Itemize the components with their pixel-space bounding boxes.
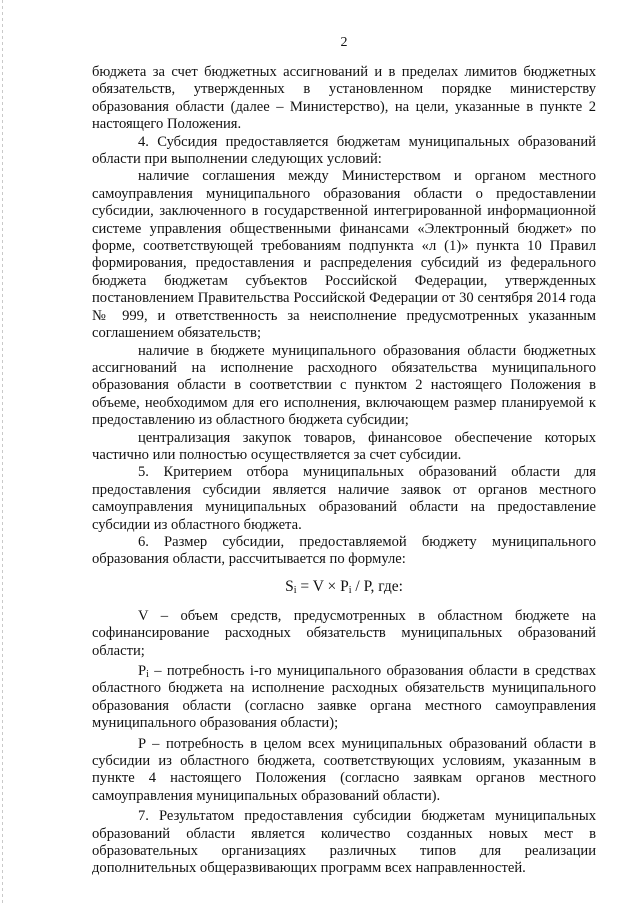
paragraph-clause-7: 7. Результатом предоставления субсидии бюджетам муниципальных образований области является количество созданных новых мест в образовательных организациях различных типов для реализации дополнительных общеразвивающих программ всех направленностей. xyxy=(92,808,596,877)
formula-rhs: / P, где: xyxy=(351,577,403,595)
scan-edge-line xyxy=(2,0,3,905)
definition-pi-symbol: P xyxy=(138,663,147,679)
definition-pi-subscript: i xyxy=(146,669,149,680)
definition-v: V – объем средств, предусмотренных в областном бюджете на софинансирование расходных обязательств муниципальных образований области; xyxy=(92,607,596,659)
paragraph-condition-procurement: централизация закупок товаров, финансовое обеспечение которых частично или полностью осуществляется за счет субсидии. xyxy=(92,429,596,463)
formula-lhs-subscript: i xyxy=(293,584,297,596)
definition-pi-text: – потребность i-го муниципального образования области в средствах областного бюджета на исполнение расходных обязательств муниципального образования области (согласно заявке органа местного самоуправления муниципального образования области); xyxy=(92,663,596,732)
formula-middle: = V × P xyxy=(296,577,349,595)
formula-middle-subscript: i xyxy=(348,584,352,596)
paragraph-condition-agreement: наличие соглашения между Министерством и органом местного самоуправления муниципального образования области о предоставлении субсидии, заключенного в государственной интегрированной информационной системе управления общественными финансами «Электронный бюджет» по форме, соответствующей требованиям подпункта «л (1)» пункта 10 Правил формирования, предоставления и распределения субсидий из федерального бюджета бюджетам субъектов Российской Федерации, утвержденных постановлением Правительства Российской Федерации от 30 сентября 2014 года № 999, и ответственность за неисполнение предусмотренных указанным соглашением обязательств; xyxy=(92,168,596,342)
definition-pi xyxy=(92,663,596,733)
definition-p: P – потребность в целом всех муниципальных образований области в субсидии из областного бюджета, соответствующих условиям, указанным в пункте 4 настоящего Положения (согласно заявкам органов местного самоуправления муниципальных образований области). xyxy=(92,735,596,804)
paragraph-clause-5: 5. Критерием отбора муниципальных образований области для предоставления субсидии является наличие заявок от органов местного самоуправления муниципальных образований области на предоставление субсидии из областного бюджета. xyxy=(92,464,596,533)
page-number: 2 xyxy=(340,35,348,50)
paragraph-continuation: бюджета за счет бюджетных ассигнований и в пределах лимитов бюджетных обязательств, утвержденных в установленном порядке министерству образования области (далее – Министерство), на цели, указанные в пункте 2 настоящего Положения. xyxy=(92,64,596,133)
paragraph-condition-budget: наличие в бюджете муниципального образования области бюджетных ассигнований на исполнение расходного обязательства муниципального образования области в соответствии с пунктом 2 настоящего Положения в объеме, необходимом для его исполнения, включающем размер планируемой к предоставлению из областного бюджета субсидии; xyxy=(92,342,596,429)
formula-lhs: S xyxy=(285,577,294,595)
paragraph-clause-4: 4. Субсидия предоставляется бюджетам муниципальных образований области при выполнении следующих условий: xyxy=(92,133,596,168)
subsidy-formula xyxy=(92,577,596,597)
paragraph-clause-6: 6. Размер субсидии, предоставляемой бюджету муниципального образования области, рассчитывается по формуле: xyxy=(92,533,596,568)
